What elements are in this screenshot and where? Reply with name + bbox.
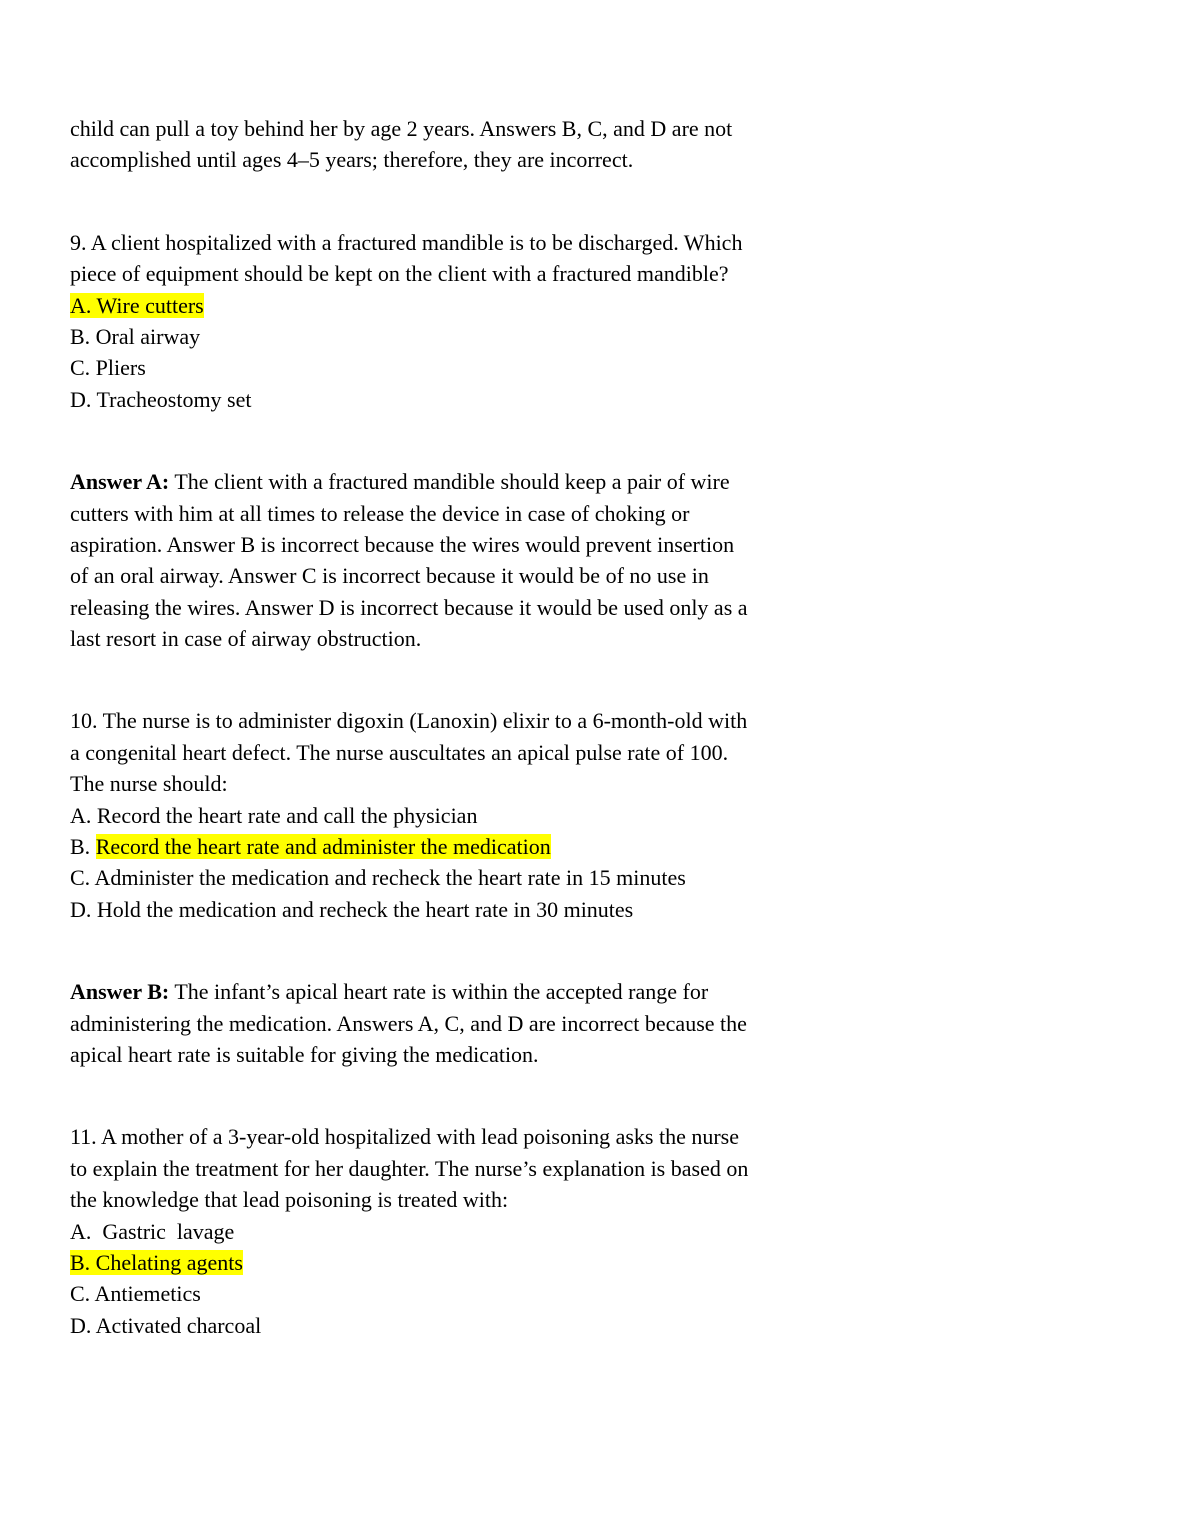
answer-line bbox=[70, 976, 870, 1007]
option-c: C. Administer the medication and recheck the heart rate in 15 minutes bbox=[70, 865, 686, 891]
option-letter: B. bbox=[70, 834, 96, 860]
option-c: C. Pliers bbox=[70, 355, 146, 381]
answer-line: cutters with him at all times to release the device in case of choking or bbox=[70, 500, 690, 526]
previous-answer-continuation bbox=[70, 113, 870, 176]
answer-label: Answer B: bbox=[70, 979, 170, 1005]
question-stem-line: 11. A mother of a 3-year-old hospitalized with lead poisoning asks the nurse bbox=[70, 1124, 739, 1150]
answer-line: last resort in case of airway obstruction. bbox=[70, 626, 422, 652]
answer-line: aspiration. Answer B is incorrect because the wires would prevent insertion bbox=[70, 531, 735, 557]
option-b: B. Oral airway bbox=[70, 323, 201, 349]
answer-label: Answer A: bbox=[70, 469, 170, 495]
paragraph-line: accomplished until ages 4–5 years; therefore, they are incorrect. bbox=[70, 147, 634, 173]
option-a: A. Gastric lavage bbox=[70, 1218, 235, 1244]
answer-line: administering the medication. Answers A, C, and D are incorrect because the bbox=[70, 1010, 747, 1036]
question-11 bbox=[70, 1121, 870, 1341]
question-stem-line: 9. A client hospitalized with a fractured mandible is to be discharged. Which bbox=[70, 229, 743, 255]
question-stem-line: the knowledge that lead poisoning is treated with: bbox=[70, 1187, 509, 1213]
question-9 bbox=[70, 227, 870, 415]
question-stem-line: to explain the treatment for her daughter. The nurse’s explanation is based on bbox=[70, 1155, 749, 1181]
question-stem-line: piece of equipment should be kept on the client with a fractured mandible? bbox=[70, 261, 729, 287]
question-10 bbox=[70, 705, 870, 925]
paragraph-line: child can pull a toy behind her by age 2 years. Answers B, C, and D are not bbox=[70, 116, 733, 141]
answer-9 bbox=[70, 466, 870, 654]
highlighted-correct-option: Record the heart rate and administer the medication bbox=[95, 834, 551, 860]
question-stem-line: 10. The nurse is to administer digoxin (Lanoxin) elixir to a 6-month-old with bbox=[70, 708, 748, 734]
highlighted-correct-option: B. Chelating agents bbox=[70, 1249, 243, 1275]
option-d: D. Tracheostomy set bbox=[70, 386, 252, 412]
option-d: D. Hold the medication and recheck the heart rate in 30 minutes bbox=[70, 896, 634, 922]
option-a: A. Record the heart rate and call the physician bbox=[70, 802, 478, 828]
answer-10 bbox=[70, 976, 870, 1070]
answer-text: The client with a fractured mandible should keep a pair of wire bbox=[169, 469, 730, 495]
highlighted-correct-option: A. Wire cutters bbox=[70, 292, 204, 318]
question-stem-line: a congenital heart defect. The nurse auscultates an apical pulse rate of 100. bbox=[70, 739, 729, 765]
option-b bbox=[70, 1247, 870, 1278]
answer-line: apical heart rate is suitable for giving the medication. bbox=[70, 1041, 539, 1067]
option-b bbox=[70, 831, 870, 862]
question-stem-line: The nurse should: bbox=[70, 771, 228, 797]
option-a bbox=[70, 290, 870, 321]
option-c: C. Antiemetics bbox=[70, 1281, 201, 1307]
answer-line bbox=[70, 466, 870, 497]
answer-line: releasing the wires. Answer D is incorrect because it would be used only as a bbox=[70, 594, 748, 620]
option-d: D. Activated charcoal bbox=[70, 1312, 262, 1338]
document-body bbox=[70, 113, 870, 1341]
answer-text: The infant’s apical heart rate is within the accepted range for bbox=[169, 979, 709, 1005]
answer-line: of an oral airway. Answer C is incorrect because it would be of no use in bbox=[70, 563, 709, 589]
